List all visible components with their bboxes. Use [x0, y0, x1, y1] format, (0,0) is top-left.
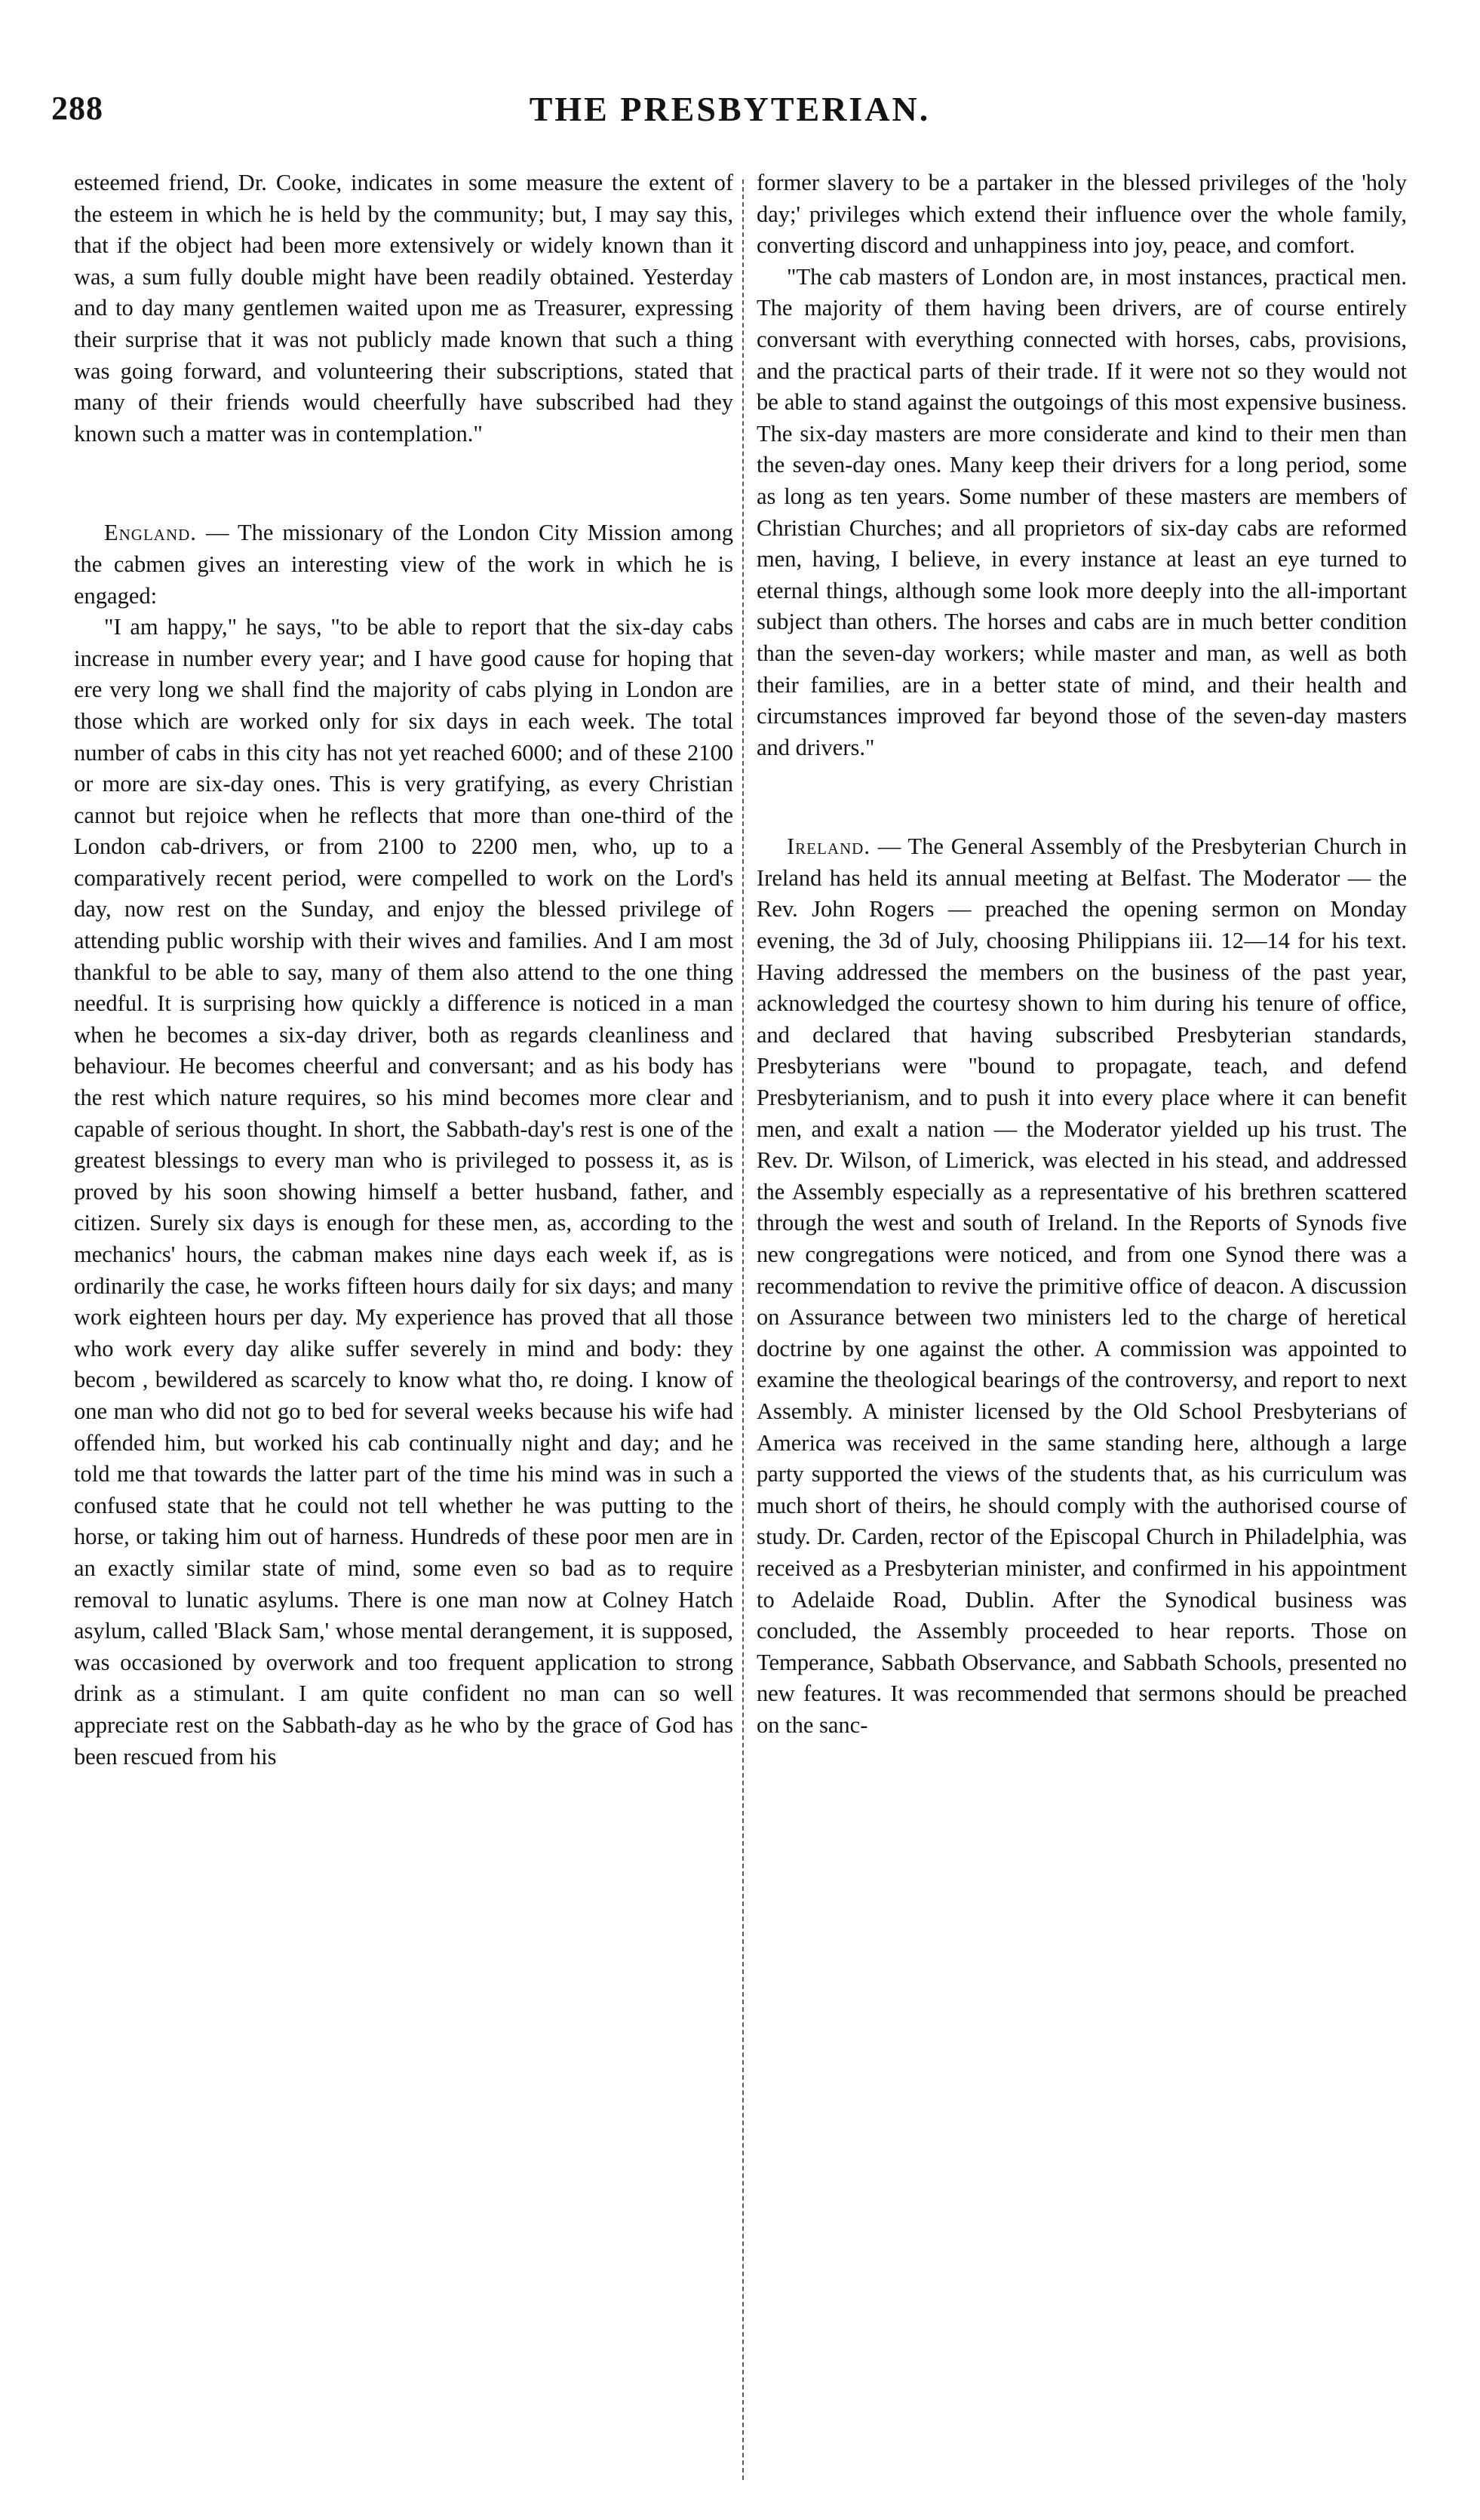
england-intro: — The missionary of the London City Mission among the cabmen gives an interesting view of the work in which he is engaged:	[74, 520, 733, 609]
right-column	[757, 167, 1407, 2487]
running-title: THE PRESBYTERIAN.	[529, 90, 931, 128]
right-paragraph-1: former slavery to be a partaker in the blessed privileges of the 'holy day;' privileges which extend their influence over the whole family, converting discord and unhappiness into joy, peace, and comfort.	[757, 170, 1407, 259]
page-header	[51, 89, 1408, 142]
ireland-label: Ireland.	[787, 833, 870, 860]
paragraph-gap	[757, 763, 1407, 831]
ireland-text: — The General Assembly of the Presbyterian Church in Ireland has held its annual meeting at Belfast. The Moderator — the Rev. John Rogers — preached the opening sermon on Monday evening, the 3d of July, choosing Philippians iii. 12—14 for his text. Having addressed the members on the business of the past year, acknowledged the courtesy shown to him during his tenure of office, and declared that having subscribed Presbyterian standards, Presbyterians were "bound to propagate, teach, and defend Presbyterianism, and to push it into every place where it can benefit men, and exalt a nation — the Moderator yielded up his trust. The Rev. Dr. Wilson, of Limerick, was elected in his stead, and addressed the Assembly especially as a representative of his brethren scattered through the west and south of Ireland. In the Reports of Synods five new congregations were noticed, and from one Synod there was a recommendation to revive the primitive office of deacon. A discussion on Assurance between two ministers led to the charge of heretical doctrine by one against the other. A commission was appointed to examine the theological bearings of the controversy, and report to next Assembly. A minister licensed by the Old School Presbyterians of America was received in the same standing here, although a large party supported the views of the students that, as his curriculum was much short of theirs, he should comply with the authorised course of study. Dr. Carden, rector of the Episcopal Church in Philadelphia, was received as a Presbyterian minister, and confirmed in his appointment to Adelaide Road, Dublin. After the Synodical business was concluded, the Assembly proceeded to hear reports. Those on Temperance, Sabbath Observance, and Sabbath Schools, presented no new features. It was recommended that sermons should be preached on the sanc-	[757, 833, 1407, 1738]
paragraph-gap	[74, 450, 733, 517]
left-paragraph-3: "I am happy," he says, "to be able to report that the six-day cabs increase in number every year; and I have good cause for hoping that ere very long we shall find the majority of cabs plying in London are those which are worked only for six days in each week. The total number of cabs in this city has not yet reached 6000; and of these 2100 or more are six-day ones. This is very gratifying, as every Christian cannot but rejoice when he reflects that more than one-third of the London cab-drivers, or from 2100 to 2200 men, who, up to a comparatively recent period, were compelled to work on the Lord's day, now rest on the Sunday, and enjoy the blessed privilege of attending public worship with their wives and families. And I am most thankful to be able to say, many of them also attend to the one thing needful. It is surprising how quickly a difference is noticed in a man when he becomes a six-day driver, both as regards cleanliness and behaviour. He becomes cheerful and conversant; and as his body has the rest which nature requires, so his mind becomes more clear and capable of serious thought. In short, the Sabbath-day's rest is one of the greatest blessings to every man who is privileged to possess it, as is proved by his soon showing himself a better husband, father, and citizen. Surely six days is enough for these men, as, according to the mechanics' hours, the cabman makes nine days each week if, as is ordinarily the case, he works fifteen hours daily for six days; and many work eighteen hours per day. My experience has proved that all those who work every day alike suffer severely in mind and body: they becom , bewildered as scarcely to know what tho, re doing. I know of one man who did not go to bed for several weeks because his wife had offended him, but worked his cab continually night and day; and he told me that towards the latter part of the time his mind was in such a confused state that he could not tell whether he was putting to the horse, or taking him out of harness. Hundreds of these poor men are in an exactly similar state of mind, some even so bad as to require removal to lunatic asylums. There is one man now at Colney Hatch asylum, called 'Black Sam,' whose mental derangement, it is supposed, was occasioned by overwork and too frequent application to strong drink as a stimulant. I am quite confident no man can so well appreciate rest on the Sabbath-day as he who by the grace of God has been rescued from his	[74, 614, 733, 1770]
page-number: 288	[51, 90, 103, 127]
england-section	[74, 517, 733, 612]
column-divider	[742, 180, 744, 2480]
ireland-section	[757, 831, 1407, 1741]
left-column	[74, 167, 733, 2487]
england-label: England.	[104, 520, 197, 546]
left-paragraph-1: esteemed friend, Dr. Cooke, indicates in some measure the extent of the esteem in which he is held by the community; but, I may say this, that if the object had been more extensively or widely known than it was, a sum fully double might have been readily obtained. Yesterday and to day many gentlemen waited upon me as Treasurer, expressing their surprise that it was not publicly made known that such a thing was going forward, and volunteering their subscriptions, stated that many of their friends would cheerfully have subscribed had they known such a matter was in contemplation."	[74, 170, 733, 447]
right-paragraph-2: "The cab masters of London are, in most instances, practical men. The majority of them having been drivers, are of course entirely conversant with everything connected with horses, cabs, provisions, and the practical parts of their trade. If it were not so they would not be able to stand against the outgoings of this most expensive business. The six-day masters are more considerate and kind to their men than the seven-day ones. Many keep their drivers for a long period, some as long as ten years. Some number of these masters are members of Christian Churches; and all proprietors of six-day cabs are reformed men, having, I believe, in every instance at least an eye turned to eternal things, although some look more deeply into the all-important subject than others. The horses and cabs are in much better condition than the seven-day workers; while master and man, as well as both their families, are in a better state of mind, and their health and circumstances improved far beyond those of the seven-day masters and drivers."	[757, 263, 1407, 760]
